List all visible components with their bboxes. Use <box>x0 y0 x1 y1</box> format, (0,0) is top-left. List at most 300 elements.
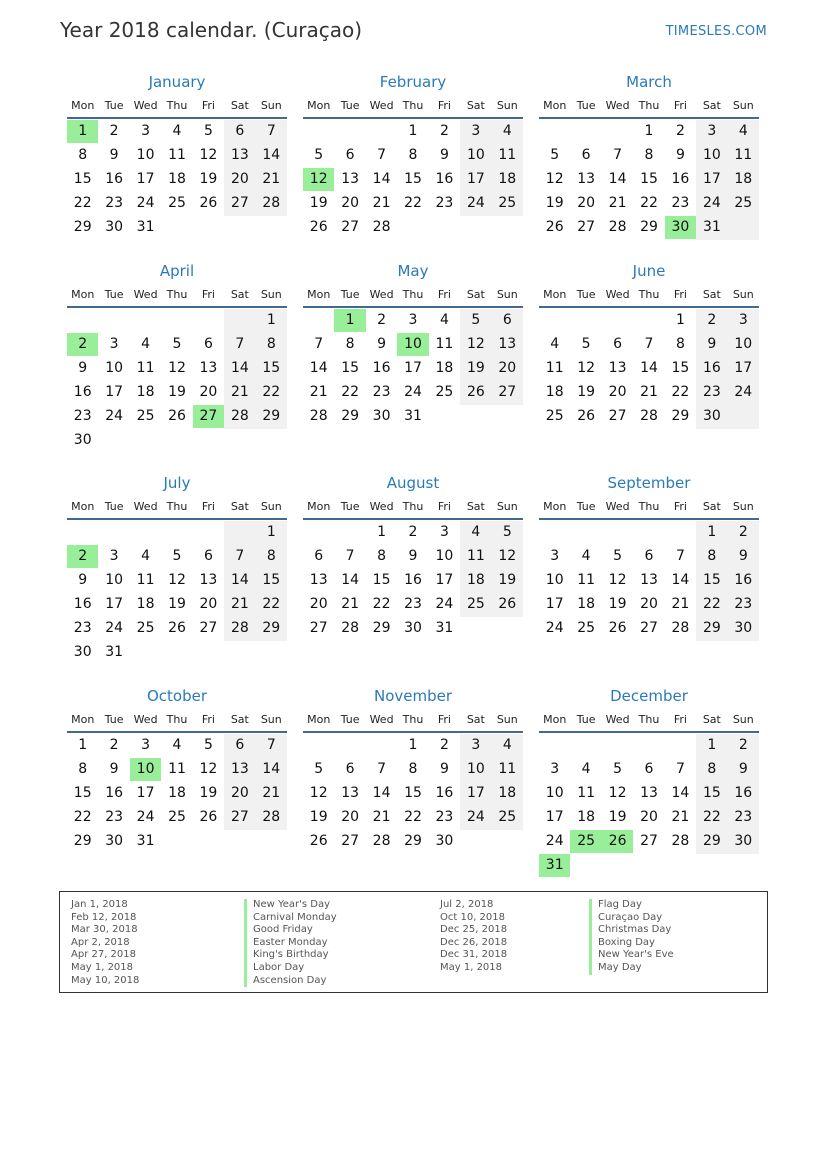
day-cell: 31 <box>136 833 155 849</box>
day-cell: 26 <box>466 384 485 400</box>
day-cell: 16 <box>73 384 92 400</box>
day-cell: 3 <box>550 548 560 564</box>
day-cell: 18 <box>136 596 155 612</box>
holiday-day-cell: 1 <box>334 309 365 332</box>
day-cell: 25 <box>136 408 155 424</box>
day-cell: 27 <box>309 620 328 636</box>
day-cell: 22 <box>404 195 422 211</box>
holiday-day-cell: 26 <box>602 830 633 853</box>
weekday-label: Tue <box>104 713 124 726</box>
weekday-header <box>303 288 523 306</box>
day-cell: 11 <box>168 761 186 777</box>
day-cell: 7 <box>235 548 245 564</box>
day-cell: 14 <box>230 360 249 376</box>
weekday-label: Sun <box>496 99 518 112</box>
day-cell: 15 <box>341 360 360 376</box>
day-cell: 1 <box>408 737 418 753</box>
day-cell: 25 <box>545 408 564 424</box>
day-cell: 9 <box>738 761 748 777</box>
holiday-name: King's Birthday <box>244 949 337 962</box>
month-december <box>539 686 759 886</box>
day-cell: 12 <box>498 548 517 564</box>
weekday-label: Fri <box>201 288 215 301</box>
day-cell: 29 <box>640 219 658 235</box>
day-cell: 4 <box>502 123 512 139</box>
day-cell: 18 <box>498 171 517 187</box>
day-cell: 4 <box>172 737 182 753</box>
holiday-date: Dec 26, 2018 <box>440 936 508 948</box>
weekday-header <box>303 99 523 117</box>
day-cell: 17 <box>545 596 564 612</box>
day-cell: 15 <box>702 785 721 801</box>
day-cell: 9 <box>439 147 449 163</box>
day-cell: 15 <box>702 572 721 588</box>
day-cell: 30 <box>404 620 422 636</box>
day-cell: 12 <box>199 761 218 777</box>
day-cell: 13 <box>498 336 517 352</box>
holiday-date: Feb 12, 2018 <box>71 911 137 923</box>
day-cell: 20 <box>640 809 658 825</box>
day-cell: 21 <box>341 596 360 612</box>
weekday-label: Thu <box>638 288 660 301</box>
day-cell: 23 <box>435 195 454 211</box>
weekday-label: Fri <box>673 500 687 513</box>
day-cell: 17 <box>136 171 155 187</box>
holiday-day-cell: 2 <box>67 545 98 568</box>
day-cell: 11 <box>136 572 155 588</box>
weekday-label: Wed <box>369 500 394 513</box>
day-cell: 28 <box>230 408 249 424</box>
day-cell: 2 <box>738 524 748 540</box>
day-cell: 27 <box>341 833 360 849</box>
weekday-label: Tue <box>104 288 124 301</box>
holiday-name: Boxing Day <box>589 937 674 950</box>
weekday-label: Sun <box>260 713 282 726</box>
page-title: Year 2018 calendar. (Curaçao) <box>60 18 363 42</box>
day-cell: 12 <box>168 360 186 376</box>
day-cell: 18 <box>168 785 186 801</box>
weekday-label: Mon <box>307 713 331 726</box>
day-cell: 1 <box>707 524 717 540</box>
day-cell: 26 <box>577 408 596 424</box>
weekday-label: Sun <box>260 99 282 112</box>
day-cell: 14 <box>372 171 391 187</box>
day-cell: 17 <box>105 384 124 400</box>
weekday-label: Mon <box>307 288 331 301</box>
day-cell: 22 <box>671 384 690 400</box>
day-cell: 11 <box>168 147 186 163</box>
day-cell: 19 <box>545 195 564 211</box>
holiday-name: Flag Day <box>589 899 674 912</box>
day-cell: 4 <box>471 524 481 540</box>
day-cell: 9 <box>109 761 119 777</box>
day-cell: 30 <box>734 620 753 636</box>
weekday-label: Thu <box>402 288 424 301</box>
day-cell: 29 <box>404 833 422 849</box>
day-cell: 24 <box>136 195 155 211</box>
day-cell: 5 <box>581 336 591 352</box>
weekday-label: Mon <box>543 288 567 301</box>
month-name: January <box>148 73 206 91</box>
day-cell: 22 <box>262 384 281 400</box>
day-cell: 15 <box>262 360 281 376</box>
weekday-label: Sun <box>260 288 282 301</box>
legend-dates-left <box>71 899 139 987</box>
day-cell: 4 <box>439 312 449 328</box>
day-cell: 21 <box>671 809 690 825</box>
day-cell: 7 <box>266 737 276 753</box>
day-cell: 7 <box>644 336 654 352</box>
day-cell: 11 <box>577 785 596 801</box>
weekday-header <box>539 500 759 518</box>
day-cell: 2 <box>738 737 748 753</box>
day-cell: 4 <box>141 336 151 352</box>
day-cell: 14 <box>372 785 391 801</box>
weekday-label: Wed <box>133 288 158 301</box>
day-cell: 27 <box>199 620 218 636</box>
day-cell: 25 <box>168 195 186 211</box>
legend-names-left <box>244 899 337 987</box>
day-cell: 21 <box>262 171 281 187</box>
day-cell: 17 <box>545 809 564 825</box>
weekday-label: Thu <box>638 713 660 726</box>
day-cell: 19 <box>466 360 485 376</box>
day-cell: 3 <box>471 737 481 753</box>
day-cell: 23 <box>404 596 422 612</box>
month-february <box>303 72 523 272</box>
day-cell: 12 <box>466 336 485 352</box>
day-cell: 9 <box>408 548 418 564</box>
day-cell: 19 <box>498 572 517 588</box>
weekday-label: Sat <box>702 99 721 112</box>
day-cell: 2 <box>109 123 119 139</box>
day-cell: 14 <box>671 572 690 588</box>
weekday-label: Sat <box>466 713 485 726</box>
day-cell: 5 <box>203 123 213 139</box>
day-cell: 10 <box>702 147 721 163</box>
weekday-label: Mon <box>543 500 567 513</box>
header-divider <box>539 518 759 520</box>
weekday-label: Sat <box>230 99 249 112</box>
weekday-label: Sun <box>732 288 754 301</box>
day-cell: 18 <box>466 572 485 588</box>
day-cell: 7 <box>377 147 387 163</box>
day-cell: 20 <box>341 195 360 211</box>
weekday-label: Tue <box>340 713 360 726</box>
day-cell: 6 <box>644 761 654 777</box>
day-cell: 5 <box>172 336 182 352</box>
day-cell: 12 <box>199 147 218 163</box>
weekday-label: Fri <box>437 99 451 112</box>
day-cell: 13 <box>230 761 249 777</box>
day-cell: 23 <box>73 620 92 636</box>
day-cell: 26 <box>168 408 186 424</box>
weekday-label: Mon <box>71 288 95 301</box>
month-name: December <box>610 687 688 705</box>
weekday-label: Tue <box>104 99 124 112</box>
day-cell: 13 <box>199 360 218 376</box>
day-cell: 25 <box>466 596 485 612</box>
weekday-header <box>539 713 759 731</box>
day-cell: 8 <box>78 761 88 777</box>
day-cell: 11 <box>466 548 485 564</box>
day-cell: 27 <box>498 384 517 400</box>
day-cell: 28 <box>372 833 391 849</box>
day-cell: 20 <box>230 785 249 801</box>
weekday-header <box>303 500 523 518</box>
month-name: April <box>159 262 195 280</box>
day-cell: 21 <box>262 785 281 801</box>
day-cell: 16 <box>702 360 721 376</box>
day-cell: 4 <box>172 123 182 139</box>
day-cell: 8 <box>377 548 387 564</box>
holiday-date: Apr 2, 2018 <box>71 936 130 948</box>
weekday-label: Mon <box>307 500 331 513</box>
day-cell: 18 <box>435 360 454 376</box>
holiday-name: New Year's Eve <box>589 949 674 962</box>
day-cell: 26 <box>309 833 328 849</box>
day-cell: 23 <box>372 384 391 400</box>
month-october <box>67 686 287 886</box>
day-cell: 1 <box>266 524 276 540</box>
day-cell: 28 <box>608 219 627 235</box>
day-cell: 6 <box>613 336 623 352</box>
day-cell: 3 <box>471 123 481 139</box>
header-divider <box>539 117 759 119</box>
day-cell: 23 <box>702 384 721 400</box>
weekday-label: Sun <box>496 500 518 513</box>
day-cell: 3 <box>439 524 449 540</box>
month-may <box>303 261 523 461</box>
day-cell: 1 <box>675 312 685 328</box>
weekday-label: Wed <box>133 713 158 726</box>
weekday-label: Sat <box>466 500 485 513</box>
day-cell: 13 <box>577 171 596 187</box>
holiday-date: Dec 31, 2018 <box>440 949 508 961</box>
holiday-name: New Year's Day <box>244 899 337 912</box>
day-cell: 18 <box>136 384 155 400</box>
day-cell: 1 <box>644 123 654 139</box>
day-cell: 20 <box>309 596 328 612</box>
day-cell: 6 <box>203 548 213 564</box>
day-cell: 13 <box>640 785 658 801</box>
weekday-label: Tue <box>576 713 596 726</box>
weekday-header <box>303 713 523 731</box>
weekday-label: Wed <box>369 713 394 726</box>
day-cell: 13 <box>341 171 360 187</box>
day-cell: 24 <box>105 620 124 636</box>
day-cell: 16 <box>435 785 454 801</box>
weekday-label: Wed <box>133 500 158 513</box>
day-cell: 8 <box>345 336 355 352</box>
day-cell: 21 <box>608 195 627 211</box>
day-cell: 4 <box>738 123 748 139</box>
brand-link[interactable]: TIMESLES.COM <box>665 24 767 39</box>
day-cell: 30 <box>734 833 753 849</box>
day-cell: 29 <box>262 408 281 424</box>
day-cell: 21 <box>230 596 249 612</box>
header-divider <box>67 518 287 520</box>
calendar-grid <box>67 72 761 882</box>
day-cell: 11 <box>498 147 517 163</box>
day-cell: 26 <box>498 596 517 612</box>
month-march <box>539 72 759 272</box>
day-cell: 21 <box>640 384 658 400</box>
month-name: June <box>632 262 666 280</box>
day-cell: 17 <box>404 360 422 376</box>
weekday-label: Sat <box>230 500 249 513</box>
day-cell: 29 <box>702 620 721 636</box>
header-divider <box>67 731 287 733</box>
day-cell: 25 <box>577 620 596 636</box>
day-cell: 12 <box>608 572 627 588</box>
day-cell: 7 <box>613 147 623 163</box>
day-cell: 12 <box>309 785 328 801</box>
day-cell: 18 <box>498 785 517 801</box>
day-cell: 11 <box>435 336 454 352</box>
holiday-date: May 1, 2018 <box>71 961 134 973</box>
day-cell: 23 <box>105 195 124 211</box>
day-cell: 7 <box>314 336 324 352</box>
day-cell: 24 <box>105 408 124 424</box>
month-january <box>67 72 287 272</box>
day-cell: 19 <box>309 809 328 825</box>
day-cell: 2 <box>377 312 387 328</box>
weekday-label: Sun <box>496 288 518 301</box>
day-cell: 26 <box>545 219 564 235</box>
day-cell: 24 <box>545 833 564 849</box>
weekday-label: Sat <box>702 288 721 301</box>
day-cell: 1 <box>266 312 276 328</box>
day-cell: 17 <box>136 785 155 801</box>
weekday-label: Sat <box>230 713 249 726</box>
weekday-label: Mon <box>71 500 95 513</box>
day-cell: 29 <box>341 408 360 424</box>
day-cell: 13 <box>640 572 658 588</box>
day-cell: 15 <box>640 171 658 187</box>
day-cell: 10 <box>734 336 753 352</box>
day-cell: 6 <box>502 312 512 328</box>
day-cell: 20 <box>577 195 596 211</box>
weekday-header <box>67 500 287 518</box>
month-september <box>539 473 759 673</box>
day-cell: 14 <box>230 572 249 588</box>
weekday-label: Tue <box>576 500 596 513</box>
holiday-date: Apr 27, 2018 <box>71 949 137 961</box>
weekday-label: Thu <box>166 99 188 112</box>
holiday-legend <box>59 891 768 993</box>
weekday-label: Wed <box>369 99 394 112</box>
day-cell: 8 <box>78 147 88 163</box>
holiday-date: May 1, 2018 <box>440 961 503 973</box>
day-cell: 18 <box>577 809 596 825</box>
day-cell: 7 <box>377 761 387 777</box>
day-cell: 27 <box>608 408 627 424</box>
day-cell: 20 <box>341 809 360 825</box>
day-cell: 22 <box>262 596 281 612</box>
day-cell: 10 <box>435 548 454 564</box>
day-cell: 22 <box>73 195 92 211</box>
weekday-label: Fri <box>201 500 215 513</box>
day-cell: 9 <box>738 548 748 564</box>
day-cell: 1 <box>707 737 717 753</box>
weekday-label: Sun <box>260 500 282 513</box>
day-cell: 2 <box>707 312 717 328</box>
weekday-label: Fri <box>437 500 451 513</box>
month-june <box>539 261 759 461</box>
month-november <box>303 686 523 886</box>
day-cell: 17 <box>466 171 485 187</box>
day-cell: 19 <box>608 809 627 825</box>
day-cell: 16 <box>105 785 124 801</box>
day-cell: 24 <box>435 596 454 612</box>
day-cell: 8 <box>707 548 717 564</box>
day-cell: 6 <box>235 123 245 139</box>
weekday-label: Sun <box>732 99 754 112</box>
weekday-label: Wed <box>369 288 394 301</box>
day-cell: 22 <box>372 596 391 612</box>
weekday-label: Fri <box>201 713 215 726</box>
day-cell: 11 <box>498 761 517 777</box>
day-cell: 23 <box>73 408 92 424</box>
day-cell: 13 <box>341 785 360 801</box>
day-cell: 4 <box>502 737 512 753</box>
day-cell: 10 <box>105 572 124 588</box>
day-cell: 9 <box>109 147 119 163</box>
weekday-label: Sat <box>702 500 721 513</box>
day-cell: 31 <box>702 219 721 235</box>
day-cell: 13 <box>608 360 627 376</box>
day-cell: 11 <box>136 360 155 376</box>
day-cell: 12 <box>168 572 186 588</box>
day-cell: 10 <box>105 360 124 376</box>
day-cell: 17 <box>466 785 485 801</box>
day-cell: 24 <box>466 809 485 825</box>
day-cell: 28 <box>262 809 281 825</box>
day-cell: 12 <box>608 785 627 801</box>
day-cell: 17 <box>105 596 124 612</box>
day-cell: 28 <box>262 195 281 211</box>
day-cell: 28 <box>372 219 391 235</box>
day-cell: 31 <box>435 620 454 636</box>
day-cell: 8 <box>266 336 276 352</box>
holiday-name: Labor Day <box>244 962 337 975</box>
day-cell: 29 <box>671 408 690 424</box>
day-cell: 19 <box>608 596 627 612</box>
weekday-label: Tue <box>576 99 596 112</box>
day-cell: 3 <box>141 123 151 139</box>
day-cell: 15 <box>73 171 92 187</box>
holiday-day-cell: 30 <box>665 216 696 239</box>
header-divider <box>539 731 759 733</box>
day-cell: 30 <box>435 833 454 849</box>
day-cell: 2 <box>109 737 119 753</box>
day-cell: 20 <box>199 596 218 612</box>
day-cell: 13 <box>309 572 328 588</box>
day-cell: 29 <box>73 219 92 235</box>
holiday-date: Mar 30, 2018 <box>71 924 138 936</box>
day-cell: 31 <box>105 644 124 660</box>
weekday-label: Fri <box>673 288 687 301</box>
day-cell: 10 <box>545 785 564 801</box>
day-cell: 25 <box>734 195 753 211</box>
day-cell: 26 <box>199 809 218 825</box>
day-cell: 27 <box>640 620 658 636</box>
month-name: March <box>626 73 672 91</box>
day-cell: 20 <box>498 360 517 376</box>
day-cell: 28 <box>671 833 690 849</box>
weekday-header <box>539 99 759 117</box>
